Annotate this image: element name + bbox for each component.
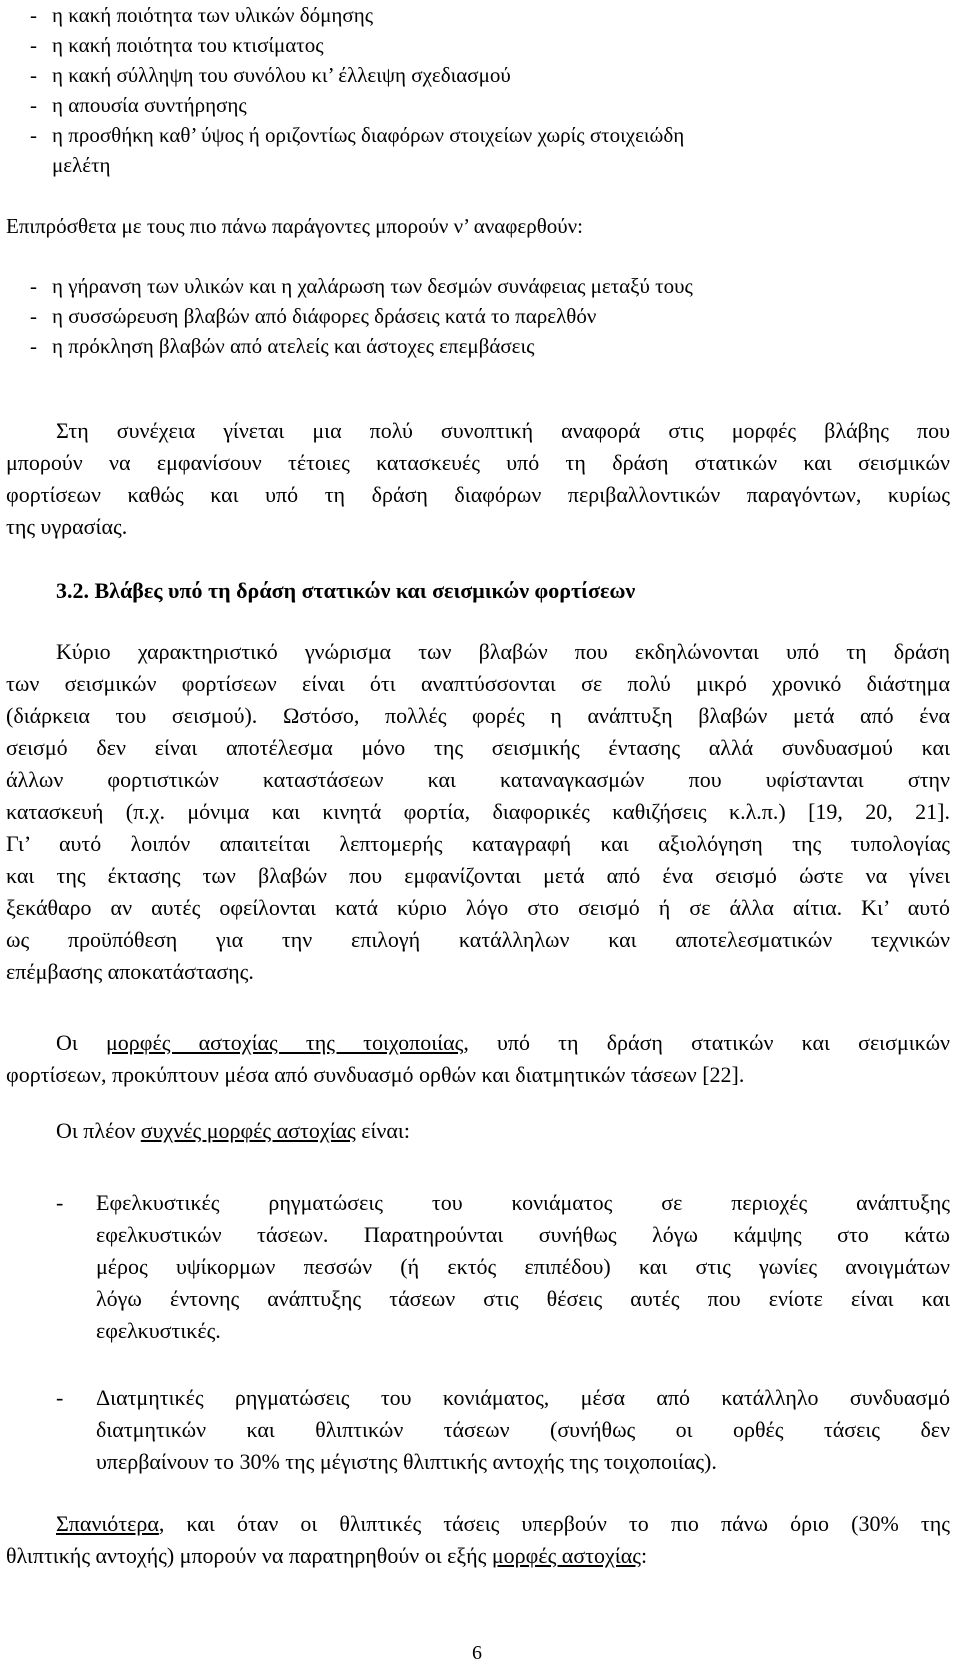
list-item-line: εφελκυστικές. (96, 1318, 221, 1343)
paragraph-line (6, 1508, 950, 1540)
list-item-text: η κακή ποιότητα των υλικών δόμησης (52, 3, 374, 27)
list-item-text-continued: μελέτη (52, 153, 111, 177)
list-item-text: η πρόκληση βλαβών από ατελείς και άστοχες επεμβάσεις (52, 334, 535, 358)
text-run: Οι (56, 1030, 106, 1055)
failure-types-list (6, 1187, 950, 1478)
list-item (6, 90, 684, 120)
paragraph-line: μπορούν να εμφανίσουν τέτοιες κατασκευές υπό τη δράση στατικών και σεισμικών (6, 450, 950, 475)
text-run: : (640, 1543, 648, 1568)
bullet-dash (56, 1187, 63, 1219)
paragraph-line: Κύριο χαρακτηριστικό γνώρισμα των βλαβών που εκδηλώνονται υπό τη δράση (56, 639, 950, 664)
paragraph-line: Γι’ αυτό λοιπόν απαιτείται λεπτομερής καταγραφή και αξιολόγηση της τυπολογίας (6, 831, 950, 856)
paragraph-line: επέμβασης αποκατάστασης. (6, 959, 254, 984)
list-item-line: μέρος υψίκορμων πεσσών (ή εκτός επιπέδου) και στις γωνίες ανοιγμάτων (96, 1254, 950, 1279)
paragraph-line: ως προϋπόθεση για την επιλογή κατάλληλων και αποτελεσματικών τεχνικών (6, 927, 950, 952)
causes-list (6, 0, 684, 180)
underlined-term: μορφές αστοχίας (491, 1543, 641, 1568)
underlined-term: Σπανιότερα (56, 1511, 159, 1536)
list-item-text: η κακή ποιότητα του κτισίματος (52, 33, 324, 57)
list-item (6, 120, 684, 180)
common-failures-intro (56, 1115, 410, 1147)
paragraph-line: κατασκευή (π.χ. μόνιμα και κινητά φορτία, διαφορικές καθιζήσεις κ.λ.π.) [19, 20, 21]. (6, 799, 950, 824)
list-item-text: η προσθήκη καθ’ ύψος ή οριζοντίως διαφόρων στοιχείων χωρίς στοιχειώδη (52, 123, 685, 147)
list-item-line: υπερβαίνουν το 30% της μέγιστης θλιπτικής αντοχής της τοιχοποιίας). (96, 1449, 717, 1474)
list-item (6, 301, 693, 331)
list-item (6, 1187, 950, 1347)
paragraph-line (6, 1027, 950, 1059)
list-item-line: διατμητικών και θλιπτικών τάσεων (συνήθως οι ορθές τάσεις δεν (96, 1417, 950, 1442)
list-item-line: λόγω έντονης ανάπτυξης τάσεων στις θέσεις αυτές που ενίοτε είναι και (96, 1286, 950, 1311)
list-item (6, 60, 684, 90)
list-item-text: η συσσώρευση βλαβών από διάφορες δράσεις κατά το παρελθόν (52, 304, 597, 328)
seismic-damage-paragraph (6, 636, 950, 988)
text-run: είναι: (355, 1118, 410, 1143)
bullet-dash (30, 90, 37, 120)
list-item (6, 30, 684, 60)
text-run: , υπό τη δράση στατικών και σεισμικών (463, 1030, 950, 1055)
bullet-dash (30, 301, 37, 331)
text-run: θλιπτικής αντοχής) μπορούν να παρατηρηθούν οι εξής (6, 1543, 492, 1568)
paragraph-line: φορτίσεων καθώς και υπό τη δράση διαφόρων περιβαλλοντικών παραγόντων, κυρίως (6, 482, 950, 507)
additional-factors-list (6, 271, 693, 361)
bullet-dash (30, 30, 37, 60)
intro-paragraph: Επιπρόσθετα με τους πιο πάνω παράγοντες μπορούν ν’ αναφερθούν: (6, 214, 584, 238)
text-run: Οι πλέον (56, 1118, 141, 1143)
section-heading: 3.2. Βλάβες υπό τη δράση στατικών και σεισμικών φορτίσεων (56, 578, 636, 603)
paragraph-line: φορτίσεων, προκύπτουν μέσα από συνδυασμό ορθών και διατμητικών τάσεων [22]. (6, 1062, 745, 1087)
bullet-dash (30, 331, 37, 361)
paragraph-line: άλλων φορτιστικών καταστάσεων και καταναγκασμών που υφίστανται στην (6, 767, 950, 792)
list-item-line: εφελκυστικών τάσεων. Παρατηρούνται συνήθως λόγω κάμψης στο κάτω (96, 1222, 950, 1247)
bullet-dash (30, 271, 37, 301)
list-item (6, 1382, 950, 1478)
list-item (6, 271, 693, 301)
paragraph-line (6, 1540, 950, 1572)
underlined-term: μορφές αστοχίας της τοιχοποιίας (105, 1030, 464, 1055)
paragraph-line: των σεισμικών φορτίσεων είναι ότι αναπτύσσονται σε πολύ μικρό χρονικό διάστημα (6, 671, 950, 696)
paragraph-line: (διάρκεια του σεισμού). Ωστόσο, πολλές φορές η ανάπτυξη βλαβών μετά από ένα (6, 703, 950, 728)
bullet-dash (56, 1382, 63, 1414)
list-item-text: η γήρανση των υλικών και η χαλάρωση των δεσμών συνάφειας μεταξύ τους (52, 274, 693, 298)
paragraph-line: Στη συνέχεια γίνεται μια πολύ συνοπτική αναφορά στις μορφές βλάβης που (56, 418, 950, 443)
list-item-text: η απουσία συντήρησης (52, 93, 247, 117)
list-item-line: Εφελκυστικές ρηγματώσεις του κονιάματος σε περιοχές ανάπτυξης (96, 1190, 950, 1215)
bullet-dash (30, 0, 37, 30)
rarer-failures-paragraph (6, 1508, 950, 1572)
list-item-line: Διατμητικές ρηγματώσεις του κονιάματος, μέσα από κατάλληλο συνδυασμό (96, 1385, 950, 1410)
paragraph-line: σεισμό δεν είναι αποτέλεσμα μόνο της σεισμικής έντασης αλλά συνδυασμού και (6, 735, 950, 760)
paragraph-line: ξεκάθαρο αν αυτές οφείλονται κατά κύριο λόγο στο σεισμό ή σε άλλα αίτια. Κι’ αυτό (6, 895, 950, 920)
underlined-term: συχνές μορφές αστοχίας (140, 1118, 356, 1143)
list-item (6, 331, 693, 361)
bullet-dash (30, 60, 37, 90)
text-run: , και όταν οι θλιπτικές τάσεις υπερβούν το πιο πάνω όριο (30% της (158, 1511, 950, 1536)
bullet-dash (30, 120, 37, 150)
paragraph-line: της υγρασίας. (6, 514, 128, 539)
page-number: 6 (472, 1642, 482, 1664)
list-item (6, 0, 684, 30)
paragraph-line: και της έκτασης των βλαβών που εμφανίζονται μετά από ένα σεισμό ώστε να γίνει (6, 863, 950, 888)
list-item-text: η κακή σύλληψη του συνόλου κι’ έλλειψη σχεδιασμού (52, 63, 511, 87)
failure-modes-paragraph (6, 1027, 950, 1091)
summary-paragraph (6, 415, 950, 543)
